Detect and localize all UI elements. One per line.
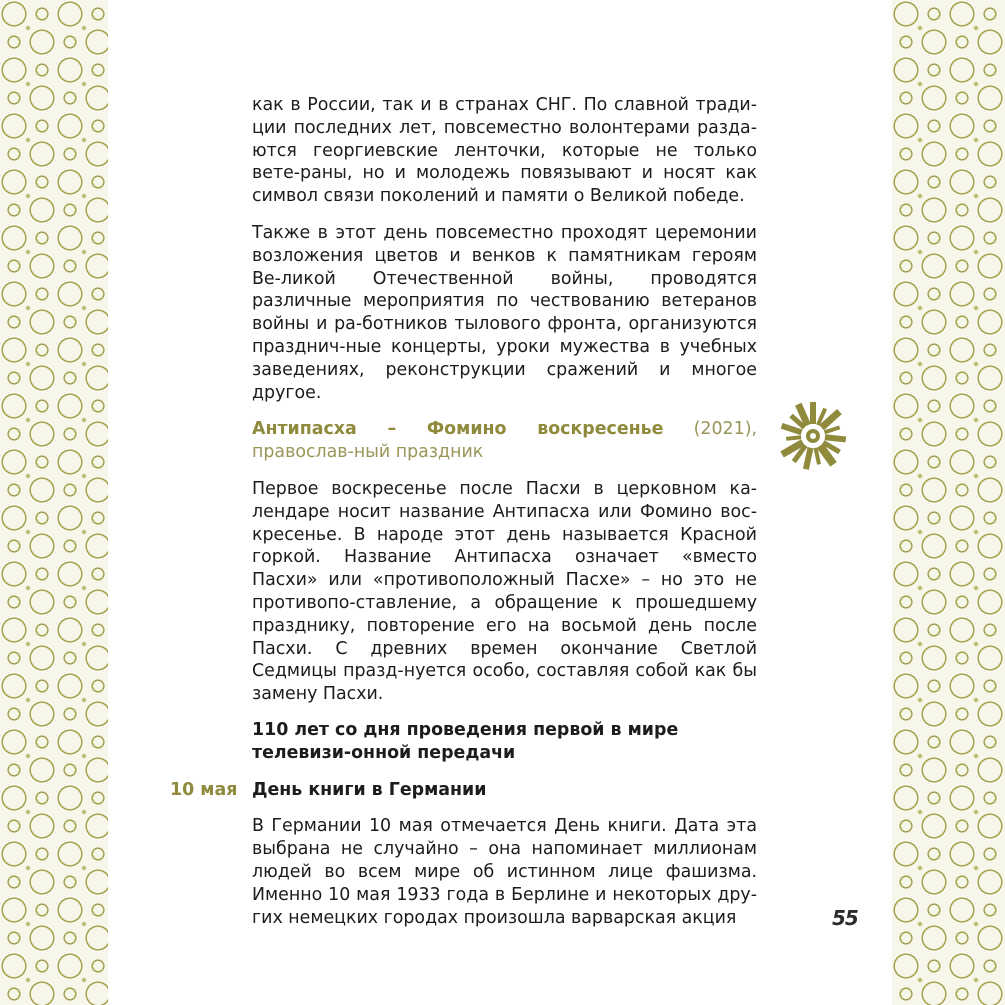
antipascha-heading: [252, 418, 757, 464]
paragraph-book-day: В Германии 10 мая отмечается День книги. Дата эта выбрана не случайно – она напоминает миллионам людей во всем мире об истинном лице фашизма. Именно 10 мая 1933 года в Берлине и некоторых дру-гих немецких городах произошла варварская акция: [252, 816, 757, 928]
paragraph-antipascha: Первое воскресенье после Пасхи в церковном ка-лендаре носит название Антипасха или Фомино вос-кресенье. В народе этот день называется Красной горкой. Название Антипасха означает «вместо Пасхи» или «противоположный Пасхе» – но это не противопо-ставление, а обращение к прошедшему празднику, повторение его на восьмой день после Пасхи. С древних времен окончание Светлой Седмицы празд-нуется особо, составляя собой как бы замену Пасхи.: [252, 478, 757, 705]
date-label: 10 мая: [170, 779, 238, 800]
antipascha-title: Антипасха – Фомино воскресенье: [252, 419, 664, 440]
antipascha-subtitle: (2021), православ-ный праздник: [252, 419, 758, 463]
page-content: [170, 94, 758, 943]
book-day-heading-row: [170, 779, 757, 802]
sunburst-icon: [775, 398, 851, 474]
paragraph-ribbons: как в России, так и в странах СНГ. По славной тради-ции последних лет, повсеместно волонтерами разда-ются георгиевские ленточки, которые не только вете-раны, но и молодежь повязывают и носят как символ связи поколений и памяти о Великой победе.: [252, 95, 757, 207]
right-ornament-border: [892, 0, 1005, 1005]
book-day-title: День книги в Германии: [252, 779, 487, 800]
tv-anniversary-heading: 110 лет со дня проведения первой в мире телевизи-онной передачи: [252, 719, 679, 763]
page-number: 55: [832, 906, 858, 930]
paragraph-ceremonies: Также в этот день повсеместно проходят церемонии возложения цветов и венков к памятникам героям Ве-ликой Отечественной войны, проводятся различные мероприятия по чествованию ветеранов войны и ра-ботников тылового фронта, организуются празднич-ные концерты, уроки мужества в учебных заведениях, реконструкции сражений и многое другое.: [252, 222, 757, 403]
left-ornament-border: [0, 0, 108, 1005]
